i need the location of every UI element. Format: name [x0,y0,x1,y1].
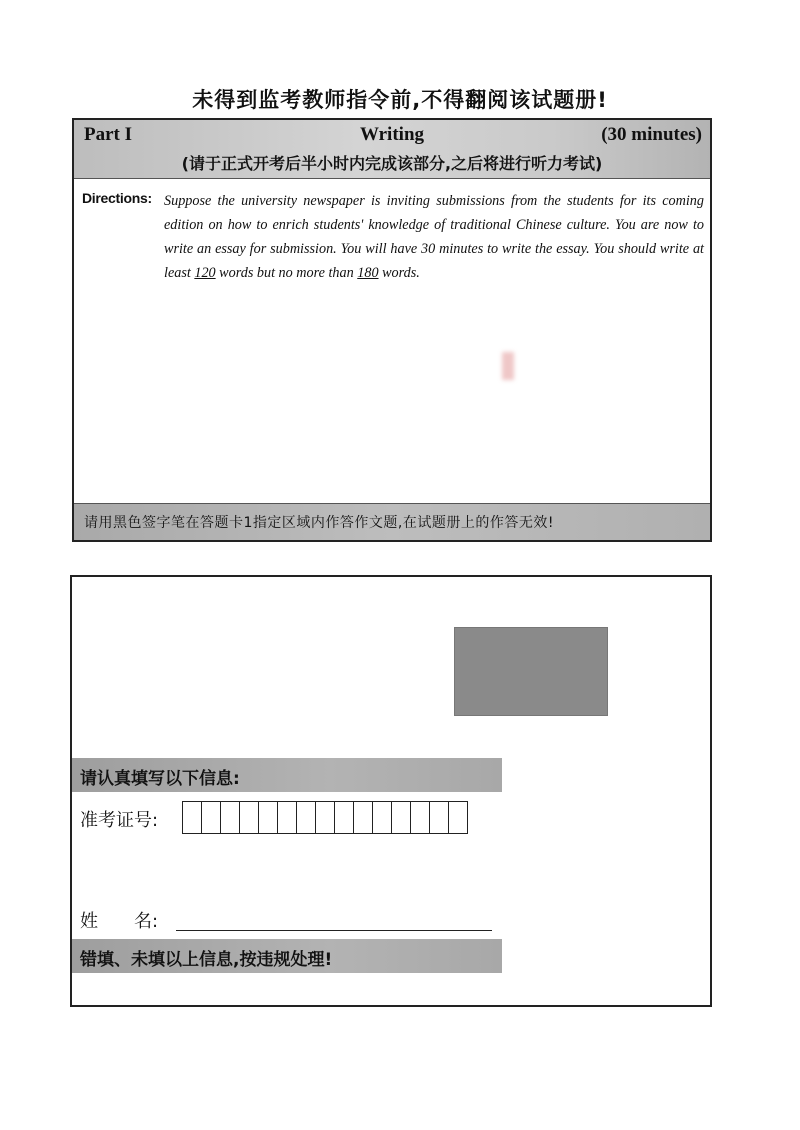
fill-prompt-band [72,758,502,792]
exam-id-digit-box[interactable] [239,801,259,834]
exam-id-digit-box[interactable] [258,801,278,834]
footer-note: 请用黑色签字笔在答题卡1指定区域内作答作文题,在试题册上的作答无效! [84,515,554,531]
section-header [74,120,710,179]
exam-id-digit-box[interactable] [201,801,221,834]
section-title: Writing [359,124,425,145]
exam-id-digit-box[interactable] [391,801,411,834]
exam-id-digit-box[interactable] [353,801,373,834]
fill-prompt: 请认真填写以下信息: [80,769,240,789]
exam-id-digit-box[interactable] [296,801,316,834]
directions-text [164,189,704,285]
name-label: 姓 名: [80,911,159,932]
directions-text-part2: words but no more than [215,265,358,281]
exam-id-boxes [183,801,468,834]
section-subtitle: (请于正式开考后半小时内完成该部分,之后将进行听力考试) [181,154,603,173]
part-label: Part I [84,124,133,145]
ink-smudge [502,352,514,380]
writing-section [72,118,712,542]
time-label: (30 minutes) [601,124,702,145]
exam-id-digit-box[interactable] [448,801,468,834]
section-footer [74,503,710,540]
exam-id-digit-box[interactable] [182,801,202,834]
directions-label: Directions: [82,190,152,206]
directions-text-part3: words. [378,265,420,281]
candidate-info-card [70,575,712,1007]
exam-id-digit-box[interactable] [334,801,354,834]
exam-id-digit-box[interactable] [429,801,449,834]
exam-id-digit-box[interactable] [410,801,430,834]
exam-id-label: 准考证号: [80,810,159,831]
penalty-note: 错填、未填以上信息,按违规处理! [80,950,333,970]
name-field[interactable] [176,930,492,931]
exam-id-digit-box[interactable] [220,801,240,834]
exam-id-digit-box[interactable] [277,801,297,834]
penalty-band [72,939,502,973]
exam-id-digit-box[interactable] [315,801,335,834]
min-words: 120 [194,265,216,281]
directions-text-part1: Suppose the university newspaper is inviting submissions from the students for its coming edition on how to enrich students' knowledge of traditional Chinese culture. You are now to write an essay for submission. You will have 30 minutes to write the essay. You should write at least [164,193,704,281]
max-words: 180 [357,265,379,281]
barcode-sticker-area [454,627,608,716]
top-warning: 未得到监考教师指令前,不得翻阅该试题册! [192,88,608,112]
exam-id-digit-box[interactable] [372,801,392,834]
